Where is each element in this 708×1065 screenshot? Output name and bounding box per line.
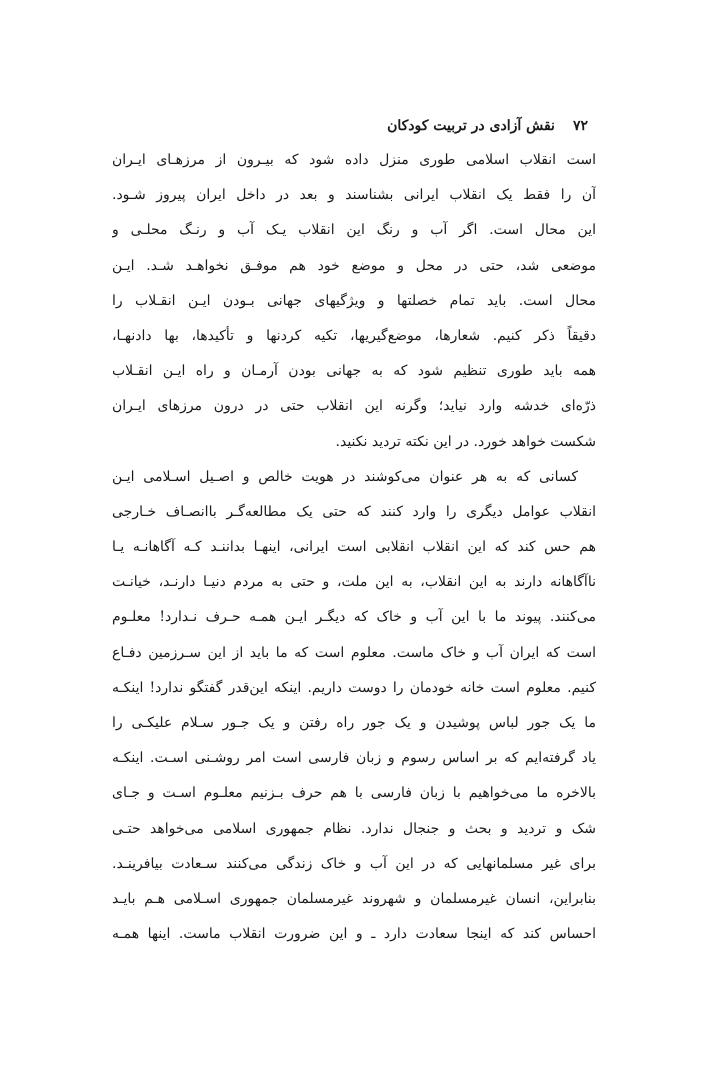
text-line: کنیم. معلوم است خانه خودمان را دوست داریم. اینکه این‌قدر گفتگو ندارد! اینکـه (112, 679, 596, 696)
text-line: است انقلاب اسلامی طوری منزل داده شود که بیـرون از مرزهـای ایـران (112, 152, 596, 168)
text-line: محال است. باید تمام خصلتها و ویژگیهای جهانی بـودن ایـن انقـلاب را (112, 292, 596, 309)
page-number: ۷۲ (572, 118, 588, 134)
text-line: ناآگاهانه دارند به این انقلاب، به این ملت، و حتی به مردم دنیـا دارنـد، خیانـت (112, 574, 596, 591)
text-line: کسانی که به هر عنوان می‌کوشند در هویت خالص و اصـیل اسـلامی ایـن (112, 468, 578, 485)
text-line: شکست خواهد خورد. در این نکته تردید نکنید. (335, 433, 596, 450)
text-line: موضعی شد، حتی در محل و موضع خود هم موفـق نخواهـد شـد. ایـن (112, 257, 596, 274)
running-header (387, 118, 588, 134)
text-line: شک و تردید و بحث و جنجال ندارد. نظام جمهوری اسلامی می‌خواهد حتـی (112, 820, 596, 837)
text-line: ما یک جور لباس پوشیدن و یک جور راه رفتن و یک جـور سـلام علیکـی را (112, 715, 596, 731)
text-line: انقلاب عوامل دیگری را وارد کنند که حتی یک مطالعه‌گـر باانصـاف خـارجی (112, 503, 596, 520)
text-line: این محال است. اگر آب و رنگ این انقلاب یـک آب و رنـگ محلـی و (112, 222, 596, 239)
text-line: ذرّه‌ای خدشه وارد نیاید؛ وگرنه این انقلاب حتی در درون مرزهای ایـران (112, 398, 596, 415)
text-line: هم حس کند که این انقلاب انقلابی است ایرانی، اینهـا بداننـد کـه آگاهانـه یـا (112, 539, 596, 556)
running-title: نقش آزادی در تربیت کودکان (387, 118, 555, 134)
text-line: همه باید طوری تنظیم شود که به جهانی بودن آرمـان و راه ایـن انقـلاب (112, 363, 596, 380)
text-line: احساس کند که اینجا سعادت دارد ـ و این ضرورت انقلاب ماست. اینها همـه (112, 926, 596, 943)
text-line: می‌کنند. پیوند ما با این آب و خاک که دیگـر ایـن همـه حـرف نـدارد! معلـوم (112, 609, 596, 626)
text-line: بالاخره ما می‌خواهیم با زبان فارسی با هم حرف بـزنیم معلـوم اسـت و جـای (112, 785, 596, 802)
text-line: برای غیر مسلمانهایی که در این آب و خاک زندگی می‌کنند سـعادت بیافرینـد. (112, 855, 596, 872)
text-line: است که ایران آب و خاک ماست. معلوم است که ما باید از این سـرزمین دفـاع (112, 644, 596, 661)
body-text (112, 143, 596, 952)
text-line: دقیقاً ذکر کنیم. شعارها، موضع‌گیریها، تکیه کردنها و تأکیدها، بها دادنهـا، (112, 327, 596, 344)
text-line: یاد گرفته‌ایم که بر اساس رسوم و زبان فارسی است امر روشـنی اسـت. اینکـه (112, 750, 596, 767)
text-line: آن را فقط یک انقلاب ایرانی بشناسند و بعد در داخل ایران پیروز شـود. (112, 187, 596, 204)
text-line: بنابراین، انسان غیرمسلمان و شهروند غیرمسلمان جمهوری اسـلامی هـم بایـد (112, 890, 596, 907)
